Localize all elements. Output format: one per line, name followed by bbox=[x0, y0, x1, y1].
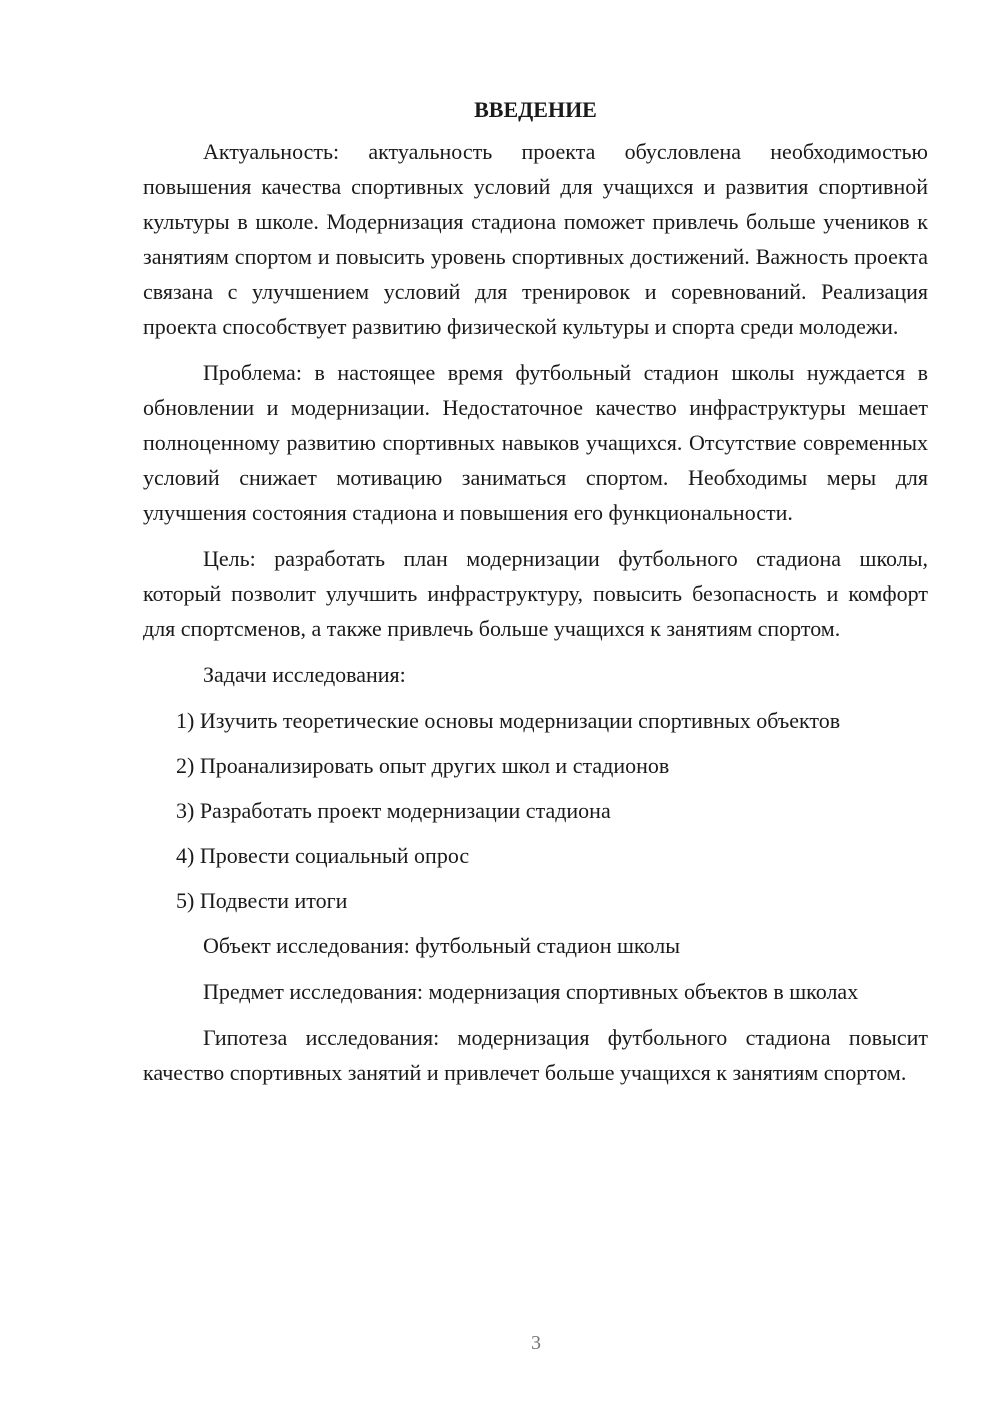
goal-paragraph: Цель: разработать план модернизации футбольного стадиона школы, который позволит улучшить инфраструктуру, повысить безопасность и комфорт для спортсменов, а также привлечь больше учащихся к занятиям спортом. bbox=[143, 546, 928, 641]
object-paragraph: Объект исследования: футбольный стадион школы bbox=[203, 933, 680, 958]
task-item: 3) Разработать проект модернизации стадиона bbox=[176, 798, 611, 823]
section-heading: ВВЕДЕНИЕ bbox=[474, 97, 597, 122]
task-item: 4) Провести социальный опрос bbox=[176, 843, 470, 868]
tasks-title: Задачи исследования: bbox=[203, 662, 406, 687]
tasks-list bbox=[143, 703, 928, 918]
page-number: 3 bbox=[531, 1332, 541, 1354]
task-item: 5) Подвести итоги bbox=[176, 888, 348, 913]
task-item: 1) Изучить теоретические основы модернизации спортивных объектов bbox=[176, 708, 841, 733]
problem-paragraph: Проблема: в настоящее время футбольный стадион школы нуждается в обновлении и модернизации. Недостаточное качество инфраструктуры мешает полноценному развитию спортивных навыков учащихся. Отсутствие современных условий снижает мотивацию заниматься спортом. Необходимы меры для улучшения состояния стадиона и повышения его функциональности. bbox=[143, 360, 928, 525]
relevance-paragraph: Актуальность: актуальность проекта обусловлена необходимостью повышения качества спортивных условий для учащихся и развития спортивной культуры в школе. Модернизация стадиона поможет привлечь больше учеников к занятиям спортом и повысить уровень спортивных достижений. Важность проекта связана с улучшением условий для тренировок и соревнований. Реализация проекта способствует развитию физической культуры и спорта среди молодежи. bbox=[143, 139, 928, 339]
subject-paragraph: Предмет исследования: модернизация спортивных объектов в школах bbox=[203, 979, 859, 1004]
task-item: 2) Проанализировать опыт других школ и стадионов bbox=[176, 753, 670, 778]
hypothesis-paragraph: Гипотеза исследования: модернизация футбольного стадиона повысит качество спортивных занятий и привлечет больше учащихся к занятиям спортом. bbox=[143, 1025, 928, 1085]
page-content bbox=[143, 92, 928, 1101]
